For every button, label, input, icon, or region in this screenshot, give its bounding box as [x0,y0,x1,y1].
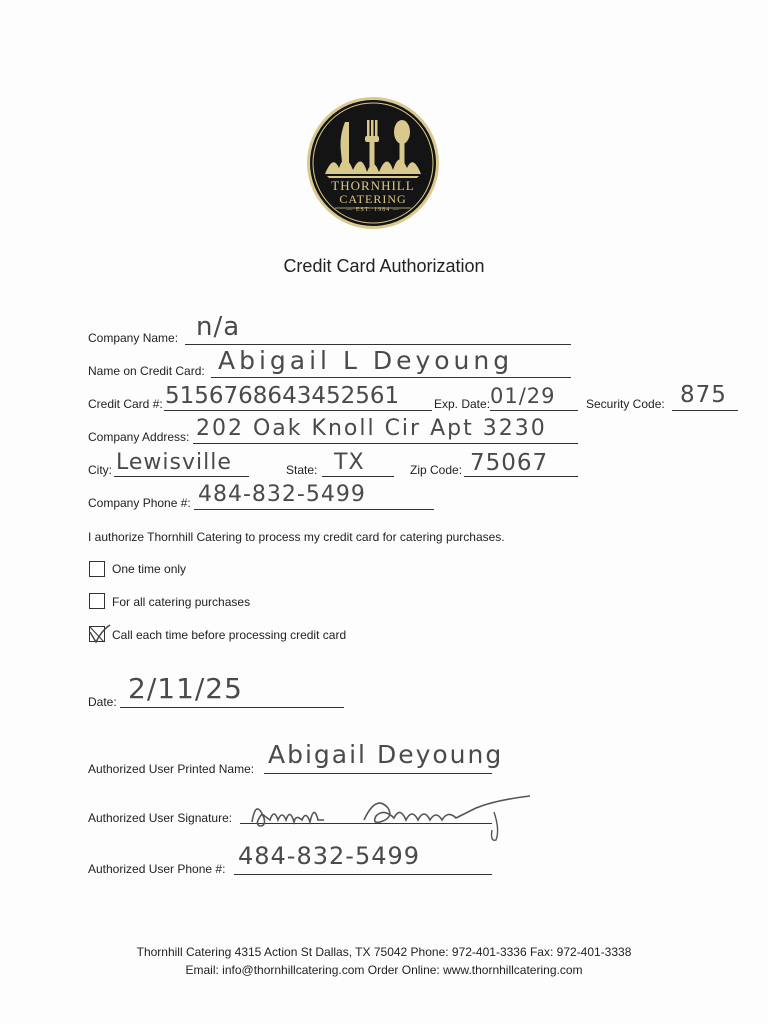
logo-text-line2: CATERING [339,192,407,206]
security-code-label: Security Code: [586,397,665,411]
name-on-card-value[interactable]: Abigail L Deyoung [218,346,514,375]
exp-date-underline [490,410,578,411]
user-phone-value[interactable]: 484-832-5499 [238,842,421,870]
printed-name-value[interactable]: Abigail Deyoung [268,740,504,769]
exp-date-label: Exp. Date: [434,397,491,411]
company-phone-value[interactable]: 484-832-5499 [198,482,366,507]
date-underline [120,707,344,708]
signature-label: Authorized User Signature: [88,811,233,825]
signature-scribble[interactable] [244,790,544,849]
zip-code-label: Zip Code: [410,463,463,477]
call-each-time-checkbox[interactable] [89,626,105,642]
company-address-underline [193,443,578,444]
zip-code-underline [464,476,578,477]
state-value[interactable]: TX [334,450,365,475]
zip-code-value[interactable]: 75067 [470,450,549,476]
logo-text-line1: THORNHILL [331,178,415,193]
call-each-time-label: Call each time before processing credit card [112,628,347,642]
name-on-card-label: Name on Credit Card: [88,364,205,378]
footer-contact-line: Email: info@thornhillcatering.com Order Online: www.thornhillcatering.com [185,963,583,977]
date-label: Date: [88,695,117,709]
footer-address-line: Thornhill Catering 4315 Action St Dallas, TX 75042 Phone: 972-401-3336 Fax: 972-401-3338 [136,945,632,959]
date-value[interactable]: 2/11/25 [128,672,243,705]
authorization-statement: I authorize Thornhill Catering to process my credit card for catering purchases. [88,530,505,544]
user-phone-underline [234,874,492,875]
company-phone-underline [194,509,434,510]
printed-name-underline [264,773,492,774]
state-underline [322,476,394,477]
security-code-underline [672,410,738,411]
city-value[interactable]: Lewisville [116,450,232,475]
exp-date-value[interactable]: 01/29 [490,384,556,408]
checkmark-icon [88,624,112,646]
one-time-only-label: One time only [112,562,187,576]
company-address-label: Company Address: [88,430,190,444]
signature-image-icon [244,790,544,844]
card-number-underline [164,410,432,411]
company-name-value[interactable]: n/a [196,312,241,342]
security-code-value[interactable]: 875 [680,382,727,408]
name-on-card-underline [211,377,571,378]
company-name-underline [185,344,571,345]
city-label: City: [88,463,112,477]
state-label: State: [286,463,318,477]
all-purchases-checkbox[interactable] [89,593,105,609]
all-purchases-label: For all catering purchases [112,595,251,609]
one-time-only-checkbox[interactable] [89,561,105,577]
printed-name-label: Authorized User Printed Name: [88,762,255,776]
company-phone-label: Company Phone #: [88,496,191,510]
company-name-label: Company Name: [88,331,179,345]
logo-text-line3: — EST. 1984 — [346,207,400,213]
city-underline [114,476,249,477]
user-phone-label: Authorized User Phone #: [88,862,226,876]
company-address-value[interactable]: 202 Oak Knoll Cir Apt 3230 [196,416,547,441]
card-number-label: Credit Card #: [88,397,163,411]
thornhill-catering-logo [305,92,441,234]
form-title: Credit Card Authorization [283,256,485,276]
card-number-value[interactable]: 5156768643452561 [165,383,400,409]
